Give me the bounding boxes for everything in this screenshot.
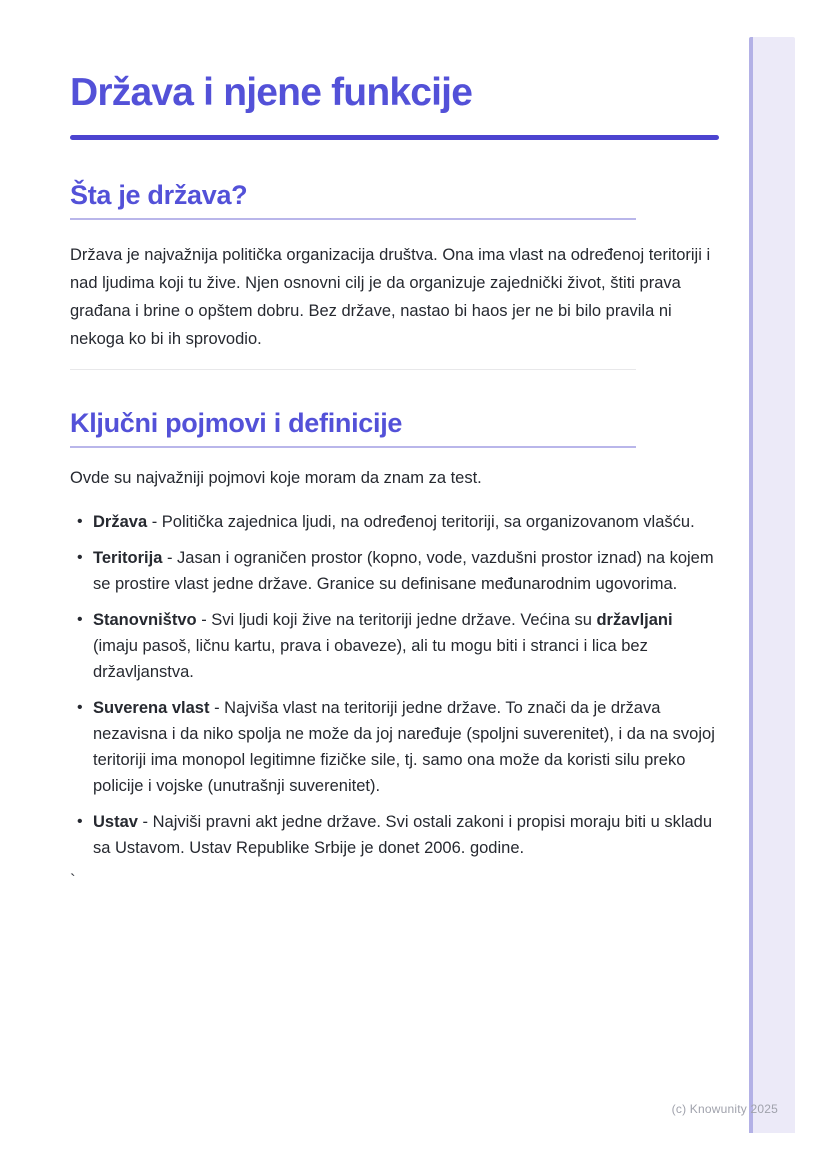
term-definition: - Jasan i ograničen prostor (kopno, vode, vazdušni prostor iznad) na kojem se prostire vlast jedne države. Granice su definisane međunarodnim ugovorima. [93,549,714,593]
section-heading-key-terms: Ključni pojmovi i definicije [70,408,403,438]
title-rule [70,135,719,140]
stray-backtick: ` [70,871,76,890]
term-inline-bold: državljani [596,611,673,629]
section-divider [70,369,636,370]
list-item-drzava [93,509,718,535]
page-footer: (c) Knowunity 2025 [671,1102,778,1116]
term-label: Teritorija [93,549,163,567]
term-label: Stanovništvo [93,611,197,629]
section-what-is-state [70,180,720,353]
heading-rule [70,218,636,220]
section-body-what-is-state: Država je najvažnija politička organizacija društva. Ona ima vlast na određenoj teritoriji i nad ljudima koji tu žive. Njen osnovni cilj je da organizuje zajednički život, štiti prava građana i brine o opštem dobru. Bez države, nastao bi haos jer ne bi bilo pravila ni nekoga ko bi ih sprovodio. [70,246,711,348]
list-item-suverena-vlast [93,695,718,799]
term-label: Država [93,513,148,531]
page-title: Država i njene funkcije [70,71,473,114]
list-item-teritorija [93,545,718,597]
term-label: Suverena vlast [93,699,210,717]
term-definition: - Najviša vlast na teritoriji jedne države. To znači da je država nezavisna i da niko spolja ne može da joj naređuje (spoljni suverenitet), i da na svojoj teritoriji ima monopol legitimne fizičke sile, tj. samo ona može da koristi silu preko policije i vojske (unutrašnji suverenitet). [93,699,715,795]
section-heading-what-is-state: Šta je država? [70,180,248,210]
document-content [70,0,720,891]
terms-list [70,509,720,861]
page-edge-strip [749,37,795,1133]
term-label: Ustav [93,813,138,831]
section-key-terms [70,408,720,861]
term-definition-cont: (imaju pasoš, ličnu kartu, prava i obaveze), ali tu mogu biti i stranci i lica bez državljanstva. [93,637,648,681]
term-definition: - Svi ljudi koji žive na teritoriji jedne države. Većina su [196,611,597,629]
heading-rule [70,446,636,448]
list-item-stanovnistvo [93,607,718,685]
list-item-ustav [93,809,718,861]
term-definition: - Najviši pravni akt jedne države. Svi ostali zakoni i propisi moraju biti u skladu sa Ustavom. Ustav Republike Srbije je donet 2006. godine. [93,813,713,857]
term-definition: - Politička zajednica ljudi, na određenoj teritoriji, sa organizovanom vlašću. [147,513,695,531]
key-terms-intro: Ovde su najvažniji pojmovi koje moram da znam za test. [70,469,482,487]
